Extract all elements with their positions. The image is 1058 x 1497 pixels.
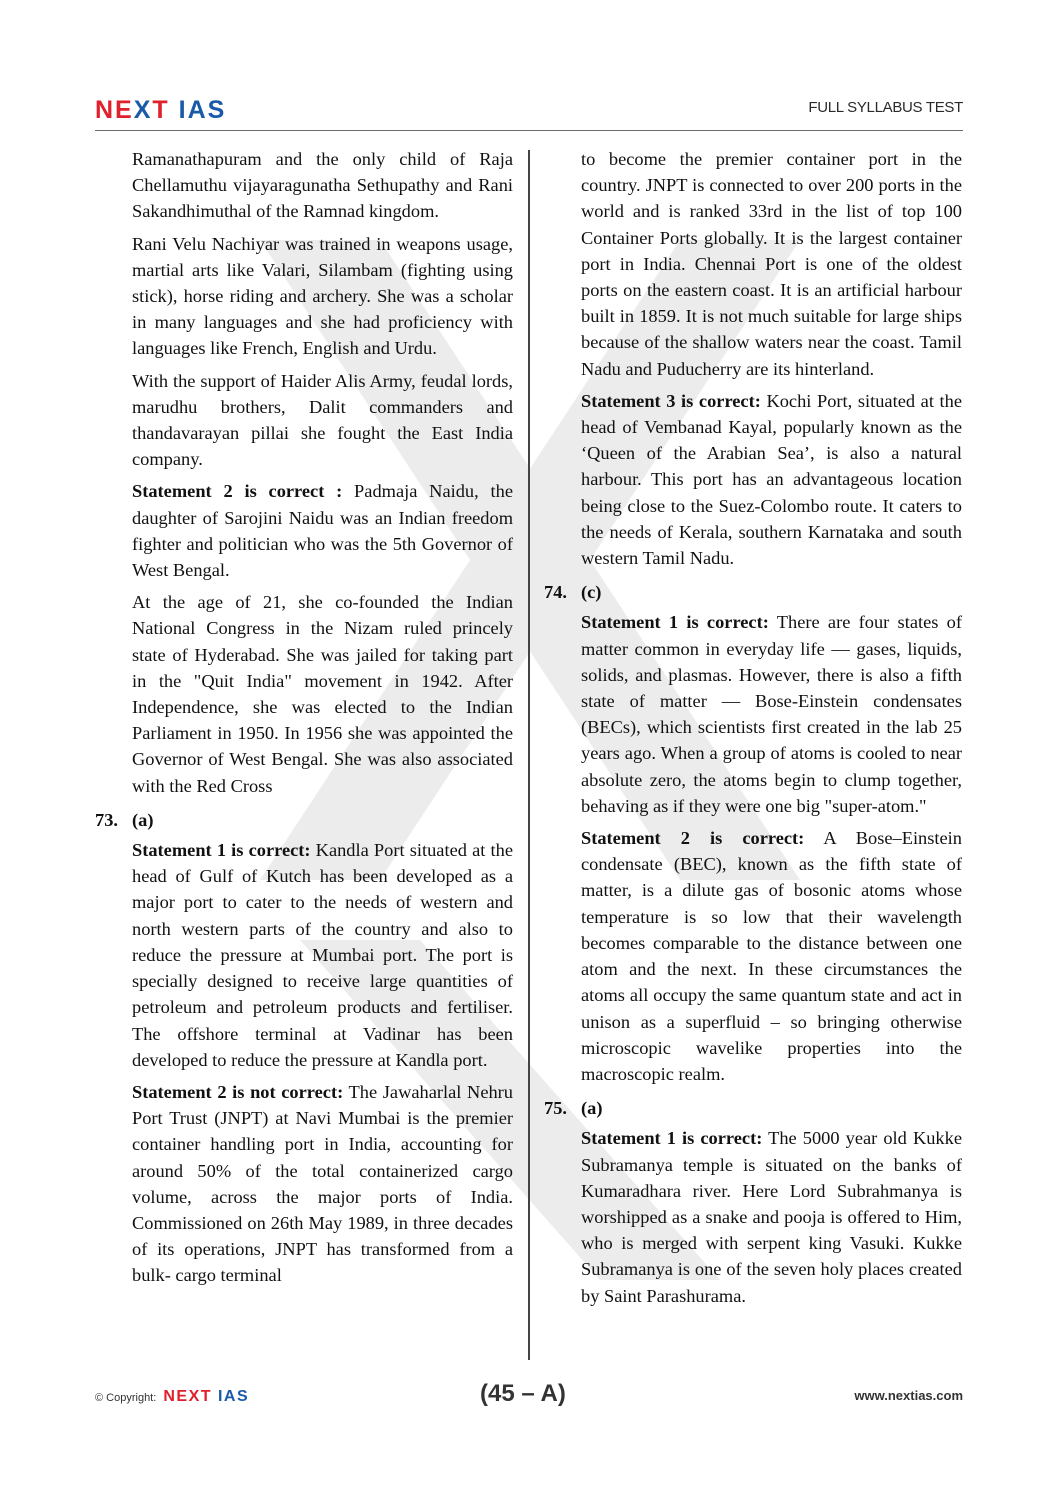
statement-label: Statement 1 is correct:	[132, 840, 311, 861]
left-column	[95, 146, 513, 1295]
logo-text-ne: NE	[95, 96, 134, 124]
paragraph	[581, 609, 962, 819]
paragraph: At the age of 21, she co-founded the Indian National Congress in the Nizam ruled princely state of Hyderabad. She was jailed for taking part in the "Quit India" movement in 1942. After Independence, she was elected to the Indian Parliament in 1950. In 1956 she was appointed the Governor of West Bengal. She was also associated with the Red Cross	[132, 592, 513, 796]
answer-option: (a)	[132, 809, 154, 830]
page-header	[95, 96, 963, 131]
statement-text: Kochi Port, situated at the head of Vembanad Kayal, popularly known as the ‘Queen of the Arabian Sea’, is also a natural harbour. This port has an advantageous location being close to the Suez-Colombo route. It caters to the needs of Kerala, southern Karnataka and south western Tamil Nadu.	[581, 390, 962, 569]
statement-label: Statement 2 is correct:	[581, 828, 805, 849]
statement-label: Statement 3 is correct:	[581, 390, 761, 411]
question-number: 75.	[544, 1098, 567, 1119]
paragraph	[132, 478, 513, 583]
paragraph: to become the premier container port in the country. JNPT is connected to over 200 ports in the world and is ranked 33rd in the list of top 100 Container Ports globally. It is the largest container port in India. Chennai Port is one of the oldest ports on the eastern coast. It is an artificial harbour built in 1859. It is not much suitable for large ships because of the shallow waters near the coast. Tamil Nadu and Puducherry are its hinterland.	[581, 149, 962, 379]
test-title: FULL SYLLABUS TEST	[808, 99, 963, 116]
statement-text: There are four states of matter common in everyday life — gases, liquids, solids, and plasmas. However, there is also a fifth state of matter — Bose-Einstein condensates (BECs), which scientists first created in the lab 25 years ago. When a group of atoms is cooled to near absolute zero, the atoms begin to clump together, behaving as if they were one big "super-atom."	[581, 612, 962, 816]
answer-option: (a)	[581, 1098, 603, 1119]
statement-text: The Jawaharlal Nehru Port Trust (JNPT) at Navi Mumbai is the premier container handling port in India, accounting for around 50% of the total containerized cargo volume, across the major ports of India. Commissioned on 26th May 1989, in three decades of its operations, JNPT has transformed from a bulk- cargo terminal	[132, 1081, 513, 1286]
paragraph: With the support of Haider Alis Army, feudal lords, marudhu brothers, Dalit commanders and thandavarayan pillai she fought the East India company.	[132, 370, 513, 470]
footer-logo-blue: IAS	[217, 1388, 250, 1405]
question-73-header	[95, 807, 513, 833]
statement-text: The 5000 year old Kukke Subramanya temple is situated on the banks of Kumaradhara river. Here Lord Subrahmanya is worshipped as a snake and pooja is offered to Him, who is merged with serpent king Vasuki. Kukke Subramanya is one of the seven holy places created by Saint Parashurama.	[581, 1128, 962, 1306]
paragraph	[132, 837, 513, 1073]
footer-logo	[163, 1388, 249, 1405]
answer-option: (c)	[581, 582, 602, 603]
paragraph	[581, 388, 962, 571]
right-column	[544, 146, 962, 1315]
statement-label: Statement 2 is not correct:	[132, 1081, 344, 1102]
paragraph: Ramanathapuram and the only child of Raja Chellamuthu vijayaragunatha Sethupathy and Rani Sakandhimuthal of the Ramnad kingdom.	[132, 149, 513, 222]
question-75-header	[544, 1095, 962, 1121]
next-ias-logo	[95, 98, 226, 122]
statement-label: Statement 1 is correct:	[581, 1128, 763, 1149]
column-divider	[528, 150, 530, 1360]
question-number: 73.	[95, 809, 118, 830]
copyright	[95, 1388, 249, 1406]
paragraph	[132, 1079, 513, 1289]
logo-text-x: X	[133, 96, 153, 124]
page-footer	[95, 1380, 963, 1410]
paragraph: Rani Velu Nachiyar was trained in weapons usage, martial arts like Valari, Silambam (fighting using stick), horse riding and archery. She was a scholar in many languages and she had proficiency with languages like French, English and Urdu.	[132, 233, 513, 359]
logo-text-t: T	[152, 96, 170, 124]
paragraph	[581, 825, 962, 1087]
statement-text: Kandla Port situated at the head of Gulf of Kutch has been developed as a major port to cater to the needs of western and north western parts of the country and also to reduce the pressure at Mumbai port. The port is specially designed to receive large quantities of petroleum and petroleum products and fertiliser. The offshore terminal at Vadinar has been developed to reduce the pressure at Kandla port.	[132, 840, 513, 1070]
paragraph	[581, 1125, 962, 1308]
footer-logo-red: NEXT	[163, 1388, 213, 1405]
question-number: 74.	[544, 582, 567, 603]
statement-text: Padmaja Naidu, the daughter of Sarojini Naidu was an Indian freedom fighter and politician who was the 5th Governor of West Bengal.	[132, 481, 513, 581]
website-link[interactable]: www.nextias.com	[854, 1388, 963, 1403]
logo-text-ias: IAS	[178, 96, 227, 124]
statement-text: A Bose–Einstein condensate (BEC), known as the fifth state of matter, is a dilute gas of bosonic atoms whose temperature is so low that their wavelength becomes comparable to the distance between one atom and the next. In these circumstances the atoms all occupy the same quantum state and act in unison as a superfluid – so bringing otherwise microscopic wavelike properties into the macroscopic realm.	[581, 828, 962, 1084]
statement-label: Statement 2 is correct :	[132, 481, 343, 502]
copyright-text: © Copyright:	[95, 1392, 157, 1404]
page-number: (45 – A)	[480, 1380, 566, 1407]
statement-label: Statement 1 is correct:	[581, 612, 769, 633]
question-74-header	[544, 579, 962, 605]
